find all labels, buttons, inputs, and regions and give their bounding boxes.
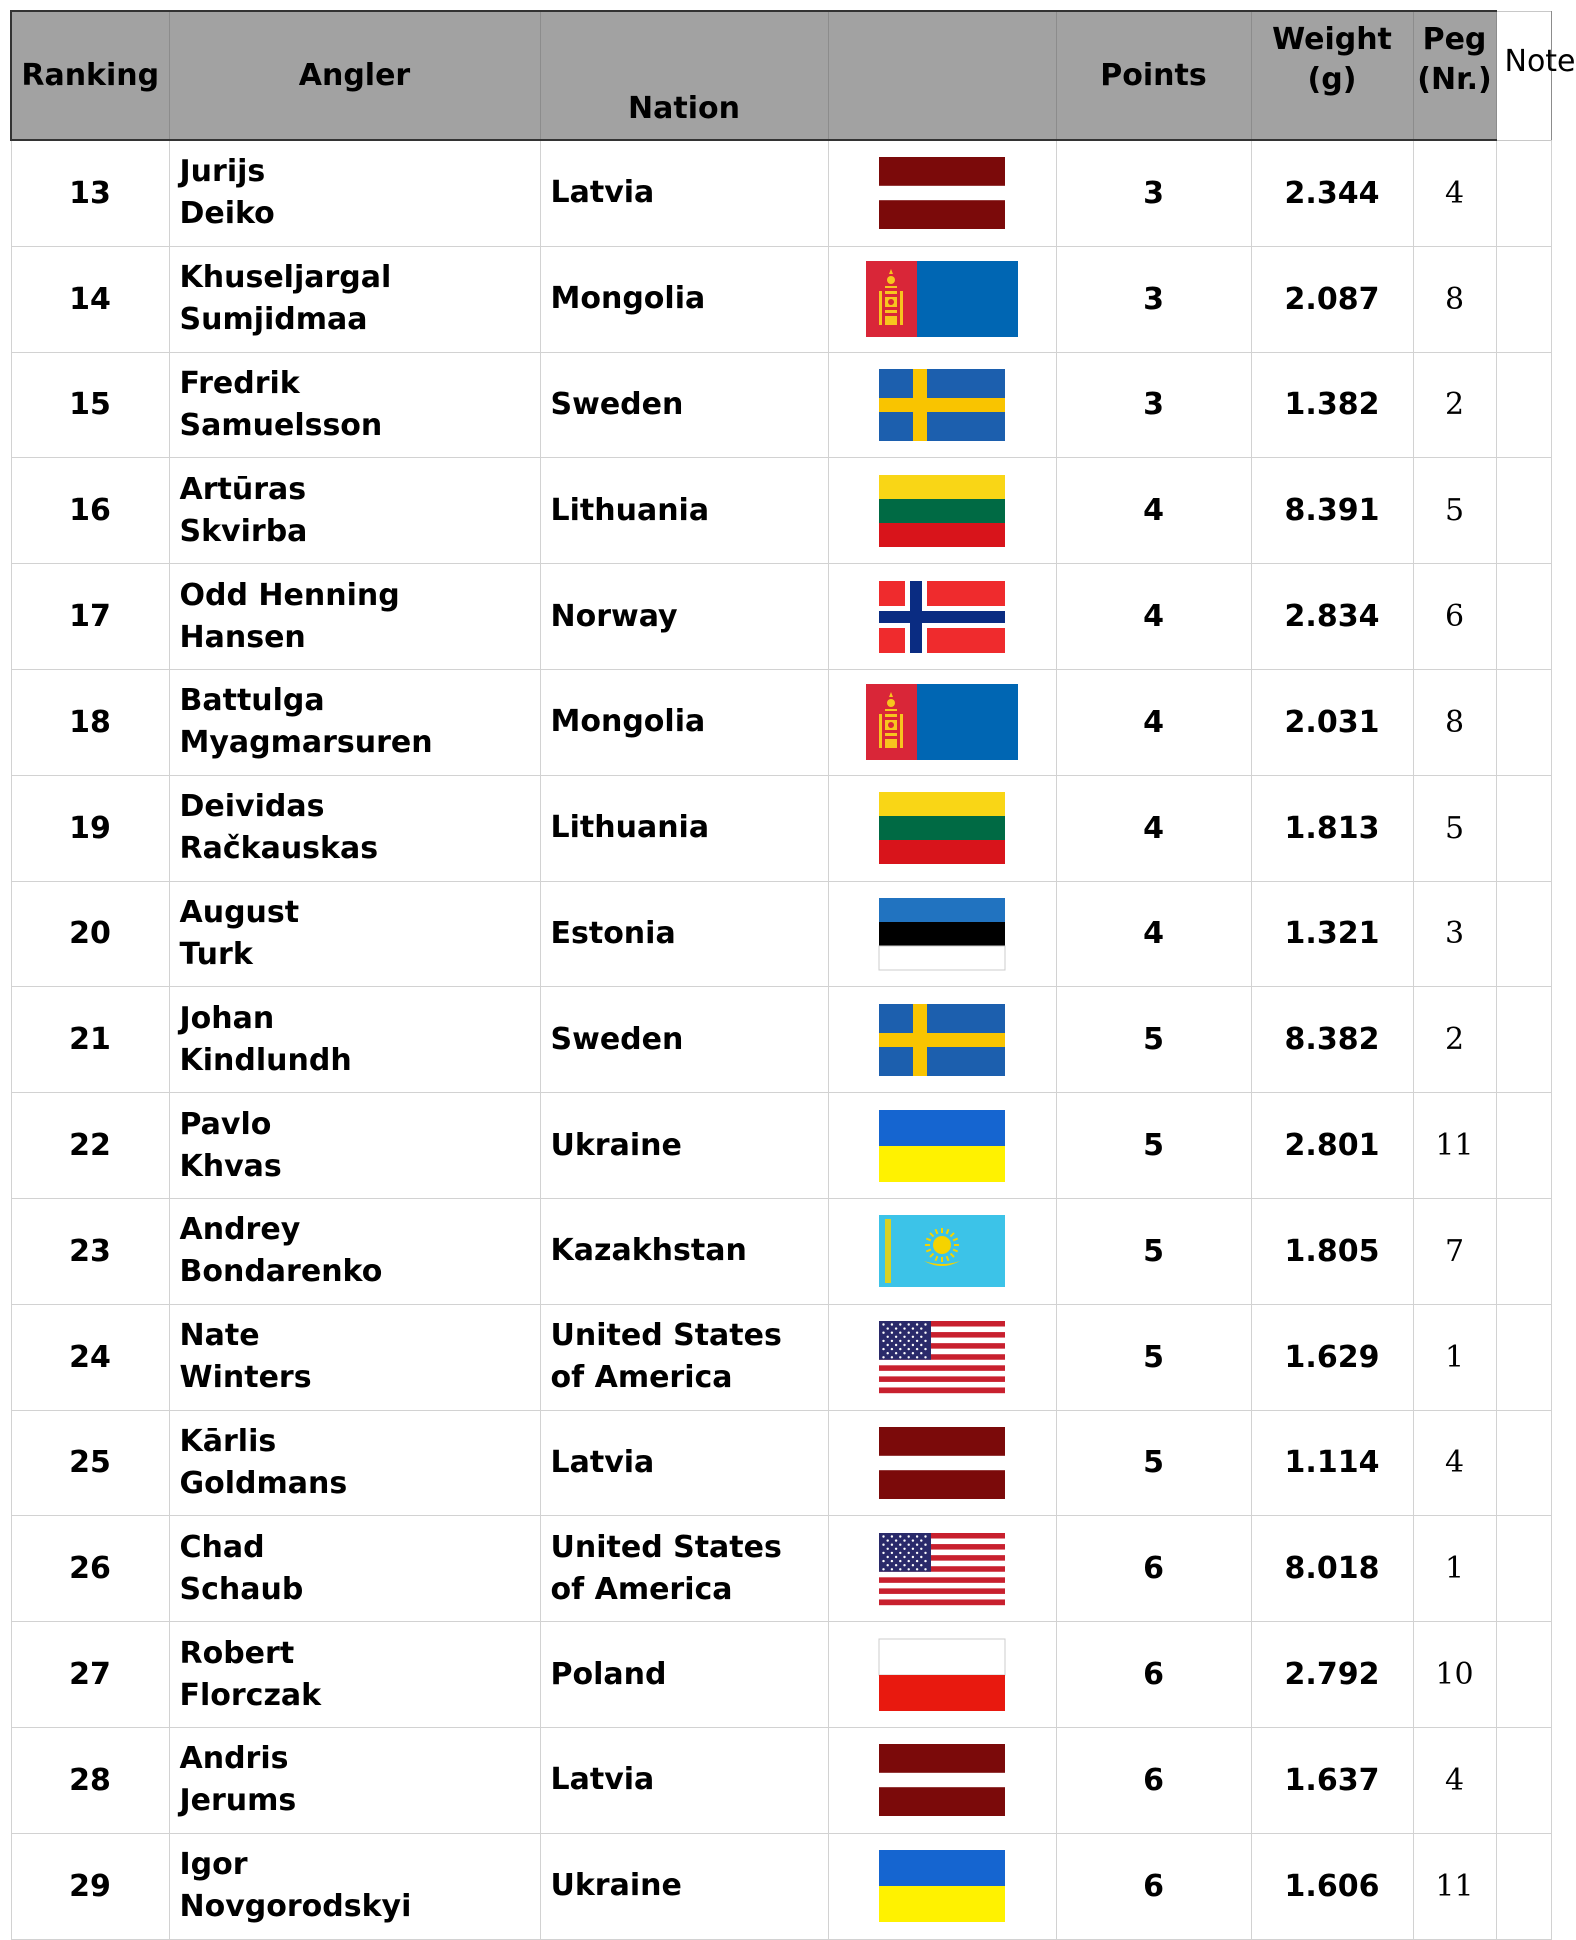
peg-cell: 1: [1413, 1304, 1496, 1410]
angler-last-name: Schaub: [179, 1571, 304, 1607]
angler-cell: [169, 1410, 540, 1516]
angler-cell: [169, 140, 540, 246]
ukraine-flag-icon: [879, 1110, 1005, 1182]
nation-cell: [540, 1093, 828, 1199]
peg-cell: 5: [1413, 458, 1496, 564]
weight-cell: 2.792: [1251, 1622, 1413, 1728]
note-cell: [1496, 1622, 1551, 1728]
angler-first-name: Khuseljargal: [179, 260, 392, 296]
weight-cell: 2.834: [1251, 564, 1413, 670]
nation-name: Mongolia: [550, 704, 706, 740]
peg-cell: 11: [1413, 1093, 1496, 1199]
nation-name: Ukraine: [550, 1868, 682, 1904]
angler-cell: [169, 881, 540, 987]
weight-cell: 1.637: [1251, 1727, 1413, 1833]
points-cell: 6: [1056, 1622, 1251, 1728]
header-points: Points: [1056, 11, 1251, 140]
angler-cell: [169, 775, 540, 881]
points-cell: 6: [1056, 1727, 1251, 1833]
angler-first-name: Andris: [179, 1741, 289, 1777]
note-cell: [1496, 1304, 1551, 1410]
note-cell: [1496, 987, 1551, 1093]
ranking-cell: 29: [11, 1833, 169, 1939]
points-cell: 5: [1056, 1410, 1251, 1516]
angler-last-name: Samuelsson: [179, 407, 383, 443]
table-row: [11, 458, 1551, 564]
nation-cell: [540, 246, 828, 352]
weight-cell: 2.031: [1251, 669, 1413, 775]
peg-cell: 3: [1413, 881, 1496, 987]
note-cell: [1496, 1410, 1551, 1516]
peg-cell: 4: [1413, 1410, 1496, 1516]
points-cell: 5: [1056, 1304, 1251, 1410]
angler-cell: [169, 564, 540, 670]
ranking-cell: 22: [11, 1093, 169, 1199]
angler-cell: [169, 669, 540, 775]
table-row: [11, 1727, 1551, 1833]
weight-cell: 1.606: [1251, 1833, 1413, 1939]
flag-cell: [828, 881, 1056, 987]
header-row: [11, 11, 1551, 140]
table-row: [11, 1304, 1551, 1410]
note-cell: [1496, 1093, 1551, 1199]
ranking-cell: 26: [11, 1516, 169, 1622]
peg-cell: 8: [1413, 246, 1496, 352]
angler-last-name: Khvas: [179, 1148, 282, 1184]
flag-cell: [828, 1622, 1056, 1728]
points-cell: 5: [1056, 987, 1251, 1093]
usa-flag-icon: [879, 1321, 1005, 1393]
angler-first-name: Chad: [179, 1529, 265, 1565]
nation-cell: [540, 1198, 828, 1304]
angler-cell: [169, 1198, 540, 1304]
ranking-cell: 28: [11, 1727, 169, 1833]
results-table: [10, 10, 1576, 1940]
ranking-cell: 21: [11, 987, 169, 1093]
nation-name: Norway: [550, 598, 678, 634]
angler-cell: [169, 1727, 540, 1833]
angler-first-name: Artūras: [179, 471, 307, 507]
latvia-flag-icon: [879, 1744, 1005, 1816]
weight-cell: 2.087: [1251, 246, 1413, 352]
note-cell: [1496, 775, 1551, 881]
lithuania-flag-icon: [879, 475, 1005, 547]
flag-cell: [828, 987, 1056, 1093]
points-cell: 4: [1056, 564, 1251, 670]
ranking-cell: 24: [11, 1304, 169, 1410]
nation-cell: [540, 881, 828, 987]
angler-first-name: Pavlo: [179, 1106, 272, 1142]
angler-first-name: Robert: [179, 1635, 295, 1671]
weight-cell: 2.801: [1251, 1093, 1413, 1199]
latvia-flag-icon: [879, 157, 1005, 229]
estonia-flag-icon: [879, 898, 1005, 970]
nation-name: United States: [550, 1318, 782, 1354]
note-cell: [1496, 881, 1551, 987]
peg-cell: 6: [1413, 564, 1496, 670]
poland-flag-icon: [879, 1639, 1005, 1711]
ranking-cell: 17: [11, 564, 169, 670]
angler-cell: [169, 1833, 540, 1939]
angler-cell: [169, 1622, 540, 1728]
nation-name: Latvia: [550, 175, 655, 211]
weight-cell: 8.382: [1251, 987, 1413, 1093]
angler-cell: [169, 1304, 540, 1410]
flag-cell: [828, 564, 1056, 670]
nation-name: Kazakhstan: [550, 1233, 747, 1269]
peg-cell: 10: [1413, 1622, 1496, 1728]
flag-cell: [828, 669, 1056, 775]
nation-name: Estonia: [550, 915, 676, 951]
ranking-cell: 18: [11, 669, 169, 775]
usa-flag-icon: [879, 1533, 1005, 1605]
flag-cell: [828, 1198, 1056, 1304]
flag-cell: [828, 458, 1056, 564]
ranking-cell: 25: [11, 1410, 169, 1516]
points-cell: 3: [1056, 352, 1251, 458]
header-weight-label: Weight: [1272, 22, 1392, 57]
table-row: [11, 1093, 1551, 1199]
ranking-cell: 14: [11, 246, 169, 352]
nation-cell: [540, 1833, 828, 1939]
angler-last-name: Skvirba: [179, 513, 308, 549]
header-nation: Nation: [540, 11, 828, 140]
nation-name: Ukraine: [550, 1127, 682, 1163]
table-row: [11, 669, 1551, 775]
flag-cell: [828, 1304, 1056, 1410]
points-cell: 4: [1056, 458, 1251, 564]
note-cell: [1496, 246, 1551, 352]
table-row: [11, 352, 1551, 458]
points-cell: 4: [1056, 669, 1251, 775]
angler-last-name: Turk: [179, 936, 253, 972]
table-row: [11, 987, 1551, 1093]
angler-first-name: Battulga: [179, 683, 325, 719]
header-note: Note: [1496, 11, 1551, 140]
flag-cell: [828, 1516, 1056, 1622]
flag-cell: [828, 1410, 1056, 1516]
angler-last-name: Hansen: [179, 619, 306, 655]
ranking-cell: 19: [11, 775, 169, 881]
angler-first-name: Igor: [179, 1847, 248, 1883]
angler-last-name: Kindlundh: [179, 1042, 352, 1078]
angler-last-name: Račkauskas: [179, 831, 379, 867]
nation-name: Lithuania: [550, 810, 710, 846]
header-peg-label: Peg: [1422, 22, 1487, 57]
nation-cell: [540, 1410, 828, 1516]
angler-first-name: Odd Henning: [179, 577, 400, 613]
peg-cell: 8: [1413, 669, 1496, 775]
weight-cell: 1.114: [1251, 1410, 1413, 1516]
angler-last-name: Goldmans: [179, 1465, 348, 1501]
mongolia-flag-icon: [866, 261, 1018, 337]
points-cell: 4: [1056, 881, 1251, 987]
nation-name: Sweden: [550, 386, 684, 422]
header-ranking: Ranking: [11, 11, 169, 140]
angler-last-name: Novgorodskyi: [179, 1889, 412, 1925]
points-cell: 4: [1056, 775, 1251, 881]
nation-cell: [540, 669, 828, 775]
peg-cell: 1: [1413, 1516, 1496, 1622]
nation-cell: [540, 987, 828, 1093]
header-angler: Angler: [169, 11, 540, 140]
table-row: [11, 140, 1551, 246]
angler-first-name: Andrey: [179, 1212, 301, 1248]
nation-cell: [540, 1622, 828, 1728]
angler-last-name: Sumjidmaa: [179, 302, 368, 338]
table-row: [11, 1410, 1551, 1516]
table-row: [11, 1198, 1551, 1304]
angler-first-name: Nate: [179, 1318, 260, 1354]
angler-first-name: Jurijs: [179, 154, 266, 190]
note-cell: [1496, 140, 1551, 246]
ranking-cell: 20: [11, 881, 169, 987]
weight-cell: 2.344: [1251, 140, 1413, 246]
header-peg: [1413, 11, 1496, 140]
ranking-cell: 15: [11, 352, 169, 458]
angler-cell: [169, 352, 540, 458]
flag-cell: [828, 352, 1056, 458]
angler-cell: [169, 1516, 540, 1622]
angler-cell: [169, 1093, 540, 1199]
angler-last-name: Deiko: [179, 196, 275, 232]
note-cell: [1496, 564, 1551, 670]
flag-cell: [828, 1093, 1056, 1199]
header-peg-unit: (Nr.): [1417, 62, 1492, 97]
nation-cell: [540, 775, 828, 881]
mongolia-flag-icon: [866, 684, 1018, 760]
nation-cell: [540, 458, 828, 564]
weight-cell: 1.805: [1251, 1198, 1413, 1304]
table-row: [11, 564, 1551, 670]
header-weight: [1251, 11, 1413, 140]
weight-cell: 1.321: [1251, 881, 1413, 987]
ukraine-flag-icon: [879, 1850, 1005, 1922]
points-cell: 5: [1056, 1093, 1251, 1199]
table-row: [11, 1833, 1551, 1939]
note-cell: [1496, 352, 1551, 458]
ranking-cell: 27: [11, 1622, 169, 1728]
points-cell: 6: [1056, 1516, 1251, 1622]
flag-cell: [828, 140, 1056, 246]
angler-first-name: Fredrik: [179, 365, 300, 401]
angler-first-name: Deividas: [179, 789, 325, 825]
nation-cell: [540, 1516, 828, 1622]
angler-last-name: Jerums: [179, 1783, 297, 1819]
nation-name: Mongolia: [550, 281, 706, 317]
nation-name-line2: of America: [550, 1571, 733, 1607]
table-row: [11, 246, 1551, 352]
angler-first-name: Kārlis: [179, 1423, 277, 1459]
nation-cell: [540, 352, 828, 458]
ranking-cell: 23: [11, 1198, 169, 1304]
weight-cell: 1.629: [1251, 1304, 1413, 1410]
peg-cell: 2: [1413, 987, 1496, 1093]
nation-cell: [540, 564, 828, 670]
note-cell: [1496, 1198, 1551, 1304]
angler-cell: [169, 987, 540, 1093]
nation-cell: [540, 1727, 828, 1833]
angler-last-name: Florczak: [179, 1677, 322, 1713]
points-cell: 3: [1056, 246, 1251, 352]
note-cell: [1496, 1516, 1551, 1622]
peg-cell: 11: [1413, 1833, 1496, 1939]
nation-cell: [540, 1304, 828, 1410]
nation-name-line2: of America: [550, 1360, 733, 1396]
norway-flag-icon: [879, 581, 1005, 653]
angler-first-name: August: [179, 894, 300, 930]
note-cell: [1496, 1727, 1551, 1833]
angler-first-name: Johan: [179, 1000, 275, 1036]
flag-cell: [828, 1833, 1056, 1939]
angler-last-name: Myagmarsuren: [179, 725, 433, 761]
weight-cell: 1.382: [1251, 352, 1413, 458]
header-flag: [828, 11, 1056, 140]
sweden-flag-icon: [879, 369, 1005, 441]
nation-name: Latvia: [550, 1762, 655, 1798]
ranking-cell: 13: [11, 140, 169, 246]
sweden-flag-icon: [879, 1004, 1005, 1076]
header-weight-unit: (g): [1307, 62, 1357, 97]
angler-last-name: Bondarenko: [179, 1254, 383, 1290]
peg-cell: 5: [1413, 775, 1496, 881]
ranking-cell: 16: [11, 458, 169, 564]
table-row: [11, 881, 1551, 987]
table-row: [11, 1516, 1551, 1622]
nation-cell: [540, 140, 828, 246]
angler-cell: [169, 458, 540, 564]
results-body: [11, 140, 1551, 1939]
nation-name: Lithuania: [550, 492, 710, 528]
peg-cell: 2: [1413, 352, 1496, 458]
weight-cell: 1.813: [1251, 775, 1413, 881]
peg-cell: 4: [1413, 1727, 1496, 1833]
peg-cell: 4: [1413, 140, 1496, 246]
lithuania-flag-icon: [879, 792, 1005, 864]
table-row: [11, 775, 1551, 881]
flag-cell: [828, 246, 1056, 352]
peg-cell: 7: [1413, 1198, 1496, 1304]
flag-cell: [828, 1727, 1056, 1833]
flag-cell: [828, 775, 1056, 881]
weight-cell: 8.018: [1251, 1516, 1413, 1622]
latvia-flag-icon: [879, 1427, 1005, 1499]
points-cell: 5: [1056, 1198, 1251, 1304]
angler-cell: [169, 246, 540, 352]
points-cell: 3: [1056, 140, 1251, 246]
note-cell: [1496, 458, 1551, 564]
angler-last-name: Winters: [179, 1360, 312, 1396]
nation-name: United States: [550, 1529, 782, 1565]
note-cell: [1496, 669, 1551, 775]
table-row: [11, 1622, 1551, 1728]
kazakhstan-flag-icon: [879, 1215, 1005, 1287]
nation-name: Latvia: [550, 1444, 655, 1480]
nation-name: Sweden: [550, 1021, 684, 1057]
weight-cell: 8.391: [1251, 458, 1413, 564]
points-cell: 6: [1056, 1833, 1251, 1939]
note-cell: [1496, 1833, 1551, 1939]
nation-name: Poland: [550, 1656, 667, 1692]
